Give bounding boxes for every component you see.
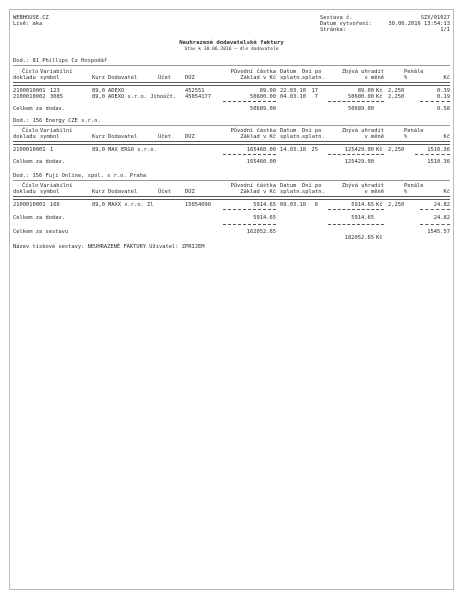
subtotal-orig: 5914.65 (253, 215, 276, 221)
days-overdue: 6 (314, 202, 318, 208)
penalty-kc: 0.19 (437, 94, 450, 100)
col-base: Základ v Kč (240, 134, 276, 140)
col-orig-amount: Původní částka (230, 128, 276, 134)
col-date: Datum (280, 128, 297, 134)
supplier-name: ADEXO (108, 88, 125, 94)
subtotal-rule (328, 101, 384, 102)
col-remain: Zbývá uhradit (341, 128, 384, 134)
var-symbol: 166 (50, 202, 60, 208)
col-doc: dokladu (13, 134, 36, 140)
subtotal-orig: 165460.00 (246, 159, 276, 165)
due-date: 04.03.10 (280, 94, 306, 100)
col-currency: v měně (364, 189, 384, 195)
report-title: Neuhrazené dodavatelské faktury (179, 40, 284, 46)
days-overdue: 25 (311, 147, 318, 153)
col-currency: v měně (364, 134, 384, 140)
col-due2: splatn. (302, 75, 325, 81)
doc-number: 2100010001 (13, 202, 46, 208)
col-due: splatn. (280, 189, 303, 195)
col-base: Základ v Kč (240, 189, 276, 195)
col-rate: Kurz (92, 75, 105, 81)
col-doc: dokladu (13, 189, 36, 195)
col-penalty: Penále (404, 183, 424, 189)
col-duz: DÚZ (185, 189, 195, 195)
col-symbol: symbol (40, 75, 60, 81)
penalty-pct: 2,250 (388, 94, 405, 100)
subtotal-remain: 50689.00 (348, 106, 374, 112)
supplier-name: MAXX s.r.o. Zl (108, 202, 154, 208)
subtotal-rule (420, 101, 450, 102)
col-pct: % (404, 75, 408, 81)
due-date: 09.03.10 (280, 202, 306, 208)
currency: Kč (376, 88, 383, 94)
divider (13, 65, 450, 66)
penalty-kc: 24.82 (433, 202, 450, 208)
rate: 89,0 (92, 202, 105, 208)
total-rule (223, 224, 276, 225)
col-penalty: Penále (404, 128, 424, 134)
company-name: WEBHOUSE.CZ (13, 15, 49, 21)
col-base: Základ v Kč (240, 75, 276, 81)
subtotal-rule (223, 154, 276, 155)
currency: Kč (376, 94, 383, 100)
grand-total-currency: Kč (376, 235, 383, 241)
col-account: Účet (158, 75, 171, 81)
subtotal-label: Celkem za dodav. (13, 215, 65, 221)
col-penalty: Penále (404, 69, 424, 75)
col-orig-amount: Původní částka (230, 183, 276, 189)
col-date: Datum (280, 69, 297, 75)
var-symbol: 3085 (50, 94, 63, 100)
col-due2: splatn. (302, 134, 325, 140)
rate: 89,0 (92, 94, 105, 100)
group-heading: Dod.: 156 Fuji Online, spol. s r.o. Praha (13, 173, 147, 179)
orig-amount: 5914.65 (253, 202, 276, 208)
orig-amount: 89.00 (259, 88, 276, 94)
user-name: Lívě: aka (13, 21, 43, 27)
col-due: splatn. (280, 75, 303, 81)
days-overdue: 17 (311, 88, 318, 94)
col-remain: Zbývá uhradit (341, 183, 384, 189)
duz: 45054177 (185, 94, 211, 100)
col-kc: Kč (443, 75, 450, 81)
col-orig-amount: Původní částka (230, 69, 276, 75)
report-footer: Název tiskové sestavy: NEUHRAZENÉ FAKTURY Uživatel: ZPRIJEM (13, 244, 205, 250)
col-due: splatn. (280, 134, 303, 140)
subtotal-rule (328, 209, 384, 210)
divider (13, 125, 450, 126)
printed-label: Datum vytvoření: (320, 21, 372, 27)
due-date: 22.03.10 (280, 88, 306, 94)
col-supplier: Dodavatel (108, 134, 138, 140)
subtotal-penalty: 1510.36 (427, 159, 450, 165)
var-symbol: 1 (50, 147, 54, 153)
group-heading: Dod.: 156 Energy CZE s.r.o. (13, 118, 101, 124)
total-rule (328, 224, 384, 225)
col-var-symbol: Variabilní (40, 69, 73, 75)
col-symbol: symbol (40, 189, 60, 195)
col-symbol: symbol (40, 134, 60, 140)
subtotal-remain: 5914.65 (351, 215, 374, 221)
col-currency: v měně (364, 75, 384, 81)
col-account: Účet (158, 189, 171, 195)
col-doc-number: Číslo (22, 69, 39, 75)
col-duz: DÚZ (185, 134, 195, 140)
grand-total-orig: 162052.65 (246, 229, 276, 235)
col-supplier: Dodavatel (108, 189, 138, 195)
var-symbol: 123 (50, 88, 60, 94)
penalty-kc: 1510.36 (427, 147, 450, 153)
col-days: Dní po (302, 128, 322, 134)
col-supplier: Dodavatel (108, 75, 138, 81)
penalty-pct: 2,250 (388, 88, 405, 94)
remaining: 5914.65 (351, 202, 374, 208)
divider (13, 180, 450, 181)
group-heading: Dod.: 81 Phillips Cz Hospodář (13, 58, 108, 64)
col-pct: % (404, 134, 408, 140)
col-rate: Kurz (92, 134, 105, 140)
grand-total-remain: 182052.65 (344, 235, 374, 241)
col-pct: % (404, 189, 408, 195)
col-date: Datum (280, 183, 297, 189)
remaining: 125429.00 (344, 147, 374, 153)
subtotal-rule (415, 154, 450, 155)
doc-number: 2100010001 (13, 88, 46, 94)
supplier-name: ADEXO s.r.o. Jihoúčt. (108, 94, 177, 100)
penalty-pct: 2,250 (388, 147, 405, 153)
penalty-kc: 0.39 (437, 88, 450, 94)
doc-number: 2100010002 (13, 94, 46, 100)
col-remain: Zbývá uhradit (341, 69, 384, 75)
col-due2: splatn. (302, 189, 325, 195)
currency: Kč (376, 147, 383, 153)
currency: Kč (376, 202, 383, 208)
due-date: 14.03.10 (280, 147, 306, 153)
doc-number: 2100010001 (13, 147, 46, 153)
orig-amount: 50600.00 (250, 94, 276, 100)
col-doc-number: Číslo (22, 183, 39, 189)
rate: 89,0 (92, 88, 105, 94)
subtotal-orig: 50689.00 (250, 106, 276, 112)
page-number: 1/1 (440, 27, 450, 33)
duz: 452551 (185, 88, 205, 94)
col-doc: dokladu (13, 75, 36, 81)
subtotal-rule (328, 154, 384, 155)
grand-total-penalty: 1545.57 (427, 229, 450, 235)
col-rate: Kurz (92, 189, 105, 195)
header-rule (13, 82, 450, 86)
page-label: Stránka: (320, 27, 346, 33)
days-overdue: 7 (314, 94, 318, 100)
subtotal-penalty: 24.82 (433, 215, 450, 221)
penalty-pct: 2,250 (388, 202, 405, 208)
col-kc: Kč (443, 134, 450, 140)
subtotal-label: Celkem za dodav. (13, 159, 65, 165)
supplier-name: MAX ERGO s.r.o. (108, 147, 157, 153)
total-rule (420, 224, 450, 225)
col-var-symbol: Variabilní (40, 183, 73, 189)
subtotal-rule (420, 209, 450, 210)
printed-value: 30.06.2016 13:54:13 (388, 21, 450, 27)
report-code: SZX/01027 (420, 15, 450, 21)
remaining: 89.00 (357, 88, 374, 94)
grand-total-label: Celkem za sestavu (13, 229, 69, 235)
report-page (9, 9, 454, 590)
subtotal-remain: 125429.00 (344, 159, 374, 165)
orig-amount: 165460.00 (246, 147, 276, 153)
col-account: Účet (158, 134, 171, 140)
header-rule (13, 141, 450, 145)
rate: 89,0 (92, 147, 105, 153)
subtotal-label: Celkem za dodav. (13, 106, 65, 112)
subtotal-rule (223, 209, 276, 210)
duz: 15054090 (185, 202, 211, 208)
report-subtitle: Stav k 30.06.2016 – dle dodavatele (184, 47, 279, 52)
subtotal-rule (223, 101, 276, 102)
col-doc-number: Číslo (22, 128, 39, 134)
remaining: 50600.00 (348, 94, 374, 100)
col-var-symbol: Variabilní (40, 128, 73, 134)
col-duz: DÚZ (185, 75, 195, 81)
report-label: Sestava č. (320, 15, 353, 21)
col-days: Dní po (302, 183, 322, 189)
col-days: Dní po (302, 69, 322, 75)
header-rule (13, 196, 450, 200)
col-kc: Kč (443, 189, 450, 195)
subtotal-penalty: 0.58 (437, 106, 450, 112)
